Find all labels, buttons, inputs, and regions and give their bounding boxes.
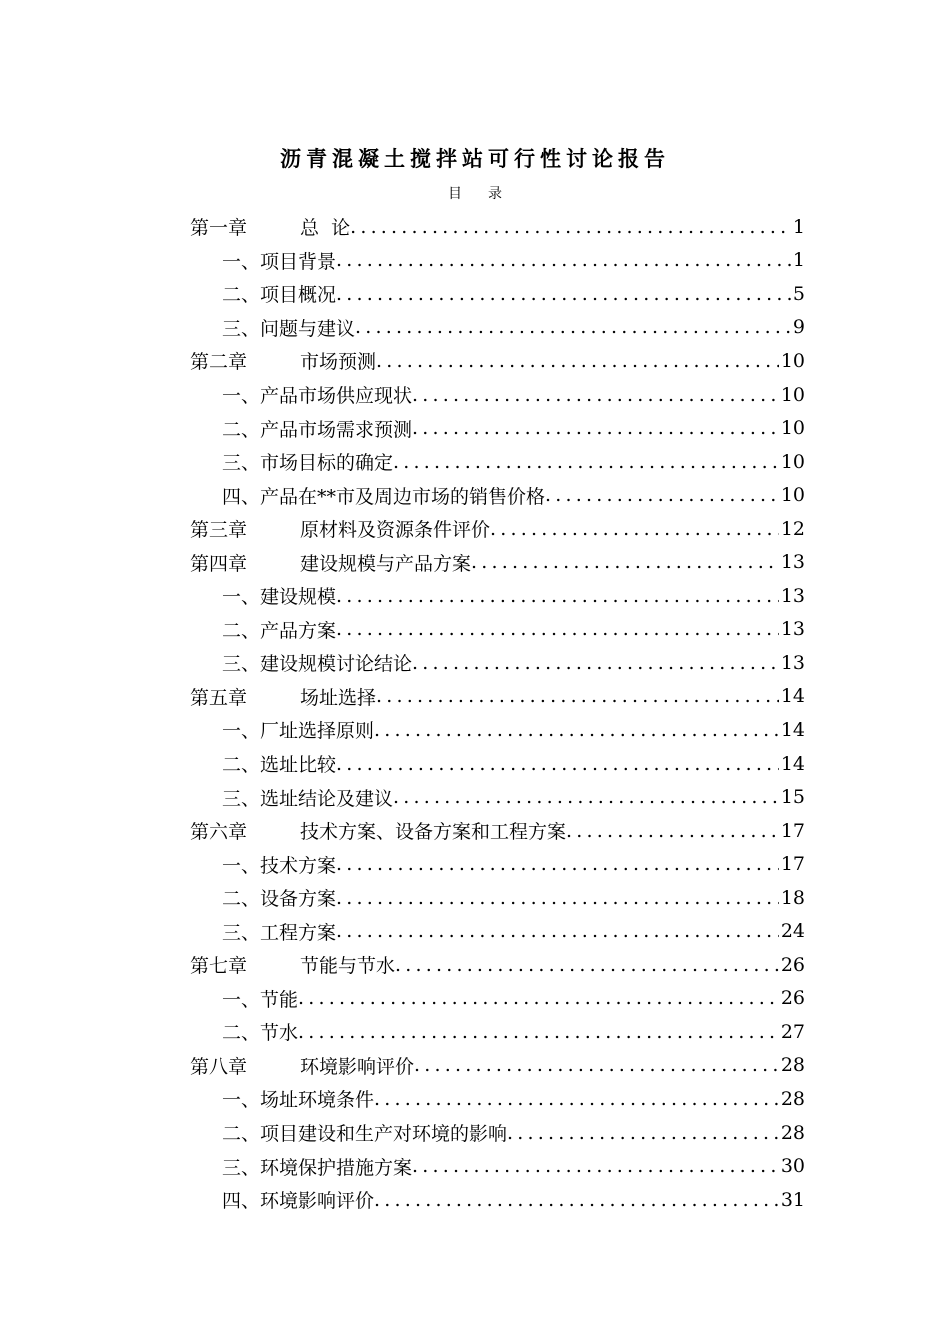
toc-entry-title: 一、厂址选择原则	[222, 720, 375, 743]
toc-dot-leader	[414, 1054, 779, 1076]
toc-entry-title: 二、选址比较	[222, 754, 337, 777]
toc-section-entry[interactable]	[190, 411, 805, 445]
toc-chapter-entry[interactable]	[190, 210, 805, 244]
toc-page-number: 1	[792, 215, 805, 238]
toc-dot-leader	[336, 283, 791, 305]
toc-section-entry[interactable]	[190, 244, 805, 278]
toc-dot-leader	[471, 551, 779, 573]
toc-page-number: 1	[792, 249, 805, 272]
toc-dot-leader	[545, 484, 779, 506]
toc-section-entry[interactable]	[190, 982, 805, 1016]
toc-entry-title: 场址选择	[300, 686, 377, 709]
toc-section-entry[interactable]	[190, 713, 805, 747]
toc-entry-title: 一、技术方案	[222, 854, 337, 877]
toc-dot-leader	[336, 920, 779, 942]
toc-entry-title: 一、节能	[222, 988, 299, 1011]
toc-page-number: 13	[780, 551, 805, 574]
toc-entry-title: 四、环境影响评价	[222, 1190, 375, 1213]
toc-entry-title: 环境影响评价	[300, 1055, 415, 1078]
toc-section-entry[interactable]	[190, 1116, 805, 1150]
toc-page-number: 26	[780, 953, 805, 976]
toc-page-number: 18	[780, 886, 805, 909]
toc-entry-title: 二、产品市场需求预测	[222, 418, 413, 441]
toc-dot-leader	[336, 249, 791, 271]
toc-section-entry[interactable]	[190, 914, 805, 948]
toc-dot-leader	[412, 384, 779, 406]
toc-page-number: 17	[780, 853, 805, 876]
toc-page-number: 10	[780, 383, 805, 406]
toc-page-number: 13	[780, 618, 805, 641]
toc-chapter-number: 第七章	[190, 955, 248, 978]
toc-section-entry[interactable]	[190, 378, 805, 412]
toc-page-number: 14	[780, 685, 805, 708]
toc-dot-leader	[336, 753, 779, 775]
toc-dot-leader	[374, 1088, 779, 1110]
toc-entry-title: 一、场址环境条件	[222, 1089, 375, 1112]
toc-entry-title: 四、产品在**市及周边市场的销售价格	[222, 485, 546, 508]
toc-chapter-number: 第四章	[190, 552, 248, 575]
toc-entry-title: 三、工程方案	[222, 921, 337, 944]
toc-entry-title: 总 论	[300, 217, 351, 240]
toc-page-number: 12	[780, 517, 805, 540]
toc-entry-title: 节能与节水	[300, 955, 396, 978]
toc-page-number: 9	[792, 316, 805, 339]
toc-dot-leader	[412, 652, 779, 674]
toc-dot-leader	[395, 954, 779, 976]
toc-dot-leader	[376, 685, 779, 707]
toc-page-number: 14	[780, 752, 805, 775]
toc-section-entry[interactable]	[190, 1082, 805, 1116]
toc-section-entry[interactable]	[190, 445, 805, 479]
toc-entry-title: 二、项目概况	[222, 284, 337, 307]
toc-chapter-number: 第五章	[190, 686, 248, 709]
toc-entry-title: 三、建设规模讨论结论	[222, 653, 413, 676]
toc-section-entry[interactable]	[190, 311, 805, 345]
toc-section-entry[interactable]	[190, 1015, 805, 1049]
toc-dot-leader	[393, 786, 779, 808]
toc-section-entry[interactable]	[190, 847, 805, 881]
toc-dot-leader	[374, 1189, 779, 1211]
toc-page-number: 10	[780, 484, 805, 507]
toc-dot-leader	[336, 887, 779, 909]
toc-chapter-number: 第一章	[190, 217, 248, 240]
toc-page-number: 10	[780, 450, 805, 473]
toc-section-entry[interactable]	[190, 613, 805, 647]
toc-entry-title: 二、节水	[222, 1022, 299, 1045]
toc-section-entry[interactable]	[190, 747, 805, 781]
toc-entry-title: 三、市场目标的确定	[222, 452, 394, 475]
toc-section-entry[interactable]	[190, 780, 805, 814]
toc-chapter-entry[interactable]	[190, 680, 805, 714]
toc-dot-leader	[298, 987, 779, 1009]
table-of-contents	[190, 210, 805, 1216]
toc-dot-leader	[566, 820, 779, 842]
toc-section-entry[interactable]	[190, 478, 805, 512]
toc-page-number: 5	[792, 282, 805, 305]
toc-section-entry[interactable]	[190, 1149, 805, 1183]
toc-dot-leader	[412, 417, 779, 439]
toc-page-number: 26	[780, 987, 805, 1010]
toc-page-number: 17	[780, 819, 805, 842]
toc-entry-title: 二、设备方案	[222, 888, 337, 911]
toc-dot-leader	[374, 719, 779, 741]
document-title: 沥青混凝土搅拌站可行性讨论报告	[280, 146, 670, 171]
toc-dot-leader	[336, 853, 779, 875]
toc-page-number: 30	[780, 1155, 805, 1178]
toc-chapter-entry[interactable]	[190, 814, 805, 848]
toc-entry-title: 建设规模与产品方案	[300, 552, 472, 575]
toc-section-entry[interactable]	[190, 579, 805, 613]
toc-section-entry[interactable]	[190, 277, 805, 311]
toc-entry-title: 原材料及资源条件评价	[300, 519, 491, 542]
toc-entry-title: 一、建设规模	[222, 586, 337, 609]
toc-page-number: 10	[780, 349, 805, 372]
toc-entry-title: 三、问题与建议	[222, 317, 356, 340]
toc-dot-leader	[490, 518, 779, 540]
toc-chapter-entry[interactable]	[190, 512, 805, 546]
toc-entry-title: 三、选址结论及建议	[222, 787, 394, 810]
toc-page-number: 28	[780, 1087, 805, 1110]
toc-section-entry[interactable]	[190, 1183, 805, 1217]
toc-chapter-entry[interactable]	[190, 948, 805, 982]
toc-page-number: 28	[780, 1121, 805, 1144]
toc-dot-leader	[393, 451, 779, 473]
toc-entry-title: 一、项目背景	[222, 250, 337, 273]
toc-dot-leader	[336, 618, 779, 640]
toc-section-entry[interactable]	[190, 646, 805, 680]
toc-entry-title: 三、环境保护措施方案	[222, 1156, 413, 1179]
toc-dot-leader	[298, 1021, 779, 1043]
toc-page-number: 14	[780, 718, 805, 741]
toc-dot-leader	[507, 1122, 779, 1144]
toc-heading: 目录	[448, 186, 528, 202]
toc-chapter-number: 第三章	[190, 519, 248, 542]
toc-dot-leader	[336, 585, 779, 607]
toc-page-number: 13	[780, 651, 805, 674]
toc-chapter-number: 第六章	[190, 821, 248, 844]
toc-entry-title: 二、项目建设和生产对环境的影响	[222, 1123, 508, 1146]
toc-chapter-entry[interactable]	[190, 344, 805, 378]
toc-page-number: 10	[780, 417, 805, 440]
toc-page-number: 31	[780, 1188, 805, 1211]
toc-entry-title: 市场预测	[300, 351, 377, 374]
toc-entry-title: 技术方案、设备方案和工程方案	[300, 821, 567, 844]
toc-chapter-number: 第二章	[190, 351, 248, 374]
toc-page-number: 15	[780, 786, 805, 809]
toc-dot-leader	[412, 1155, 779, 1177]
toc-chapter-entry[interactable]	[190, 545, 805, 579]
toc-section-entry[interactable]	[190, 881, 805, 915]
toc-entry-title: 一、产品市场供应现状	[222, 385, 413, 407]
toc-entry-title: 二、产品方案	[222, 619, 337, 642]
toc-page-number: 27	[780, 1020, 805, 1043]
toc-chapter-number: 第八章	[190, 1055, 248, 1078]
toc-dot-leader	[376, 350, 779, 372]
toc-page-number: 24	[780, 920, 805, 943]
toc-chapter-entry[interactable]	[190, 1049, 805, 1083]
toc-page-number: 13	[780, 584, 805, 607]
toc-dot-leader	[350, 216, 791, 238]
toc-page-number: 28	[780, 1054, 805, 1077]
toc-dot-leader	[355, 316, 791, 338]
